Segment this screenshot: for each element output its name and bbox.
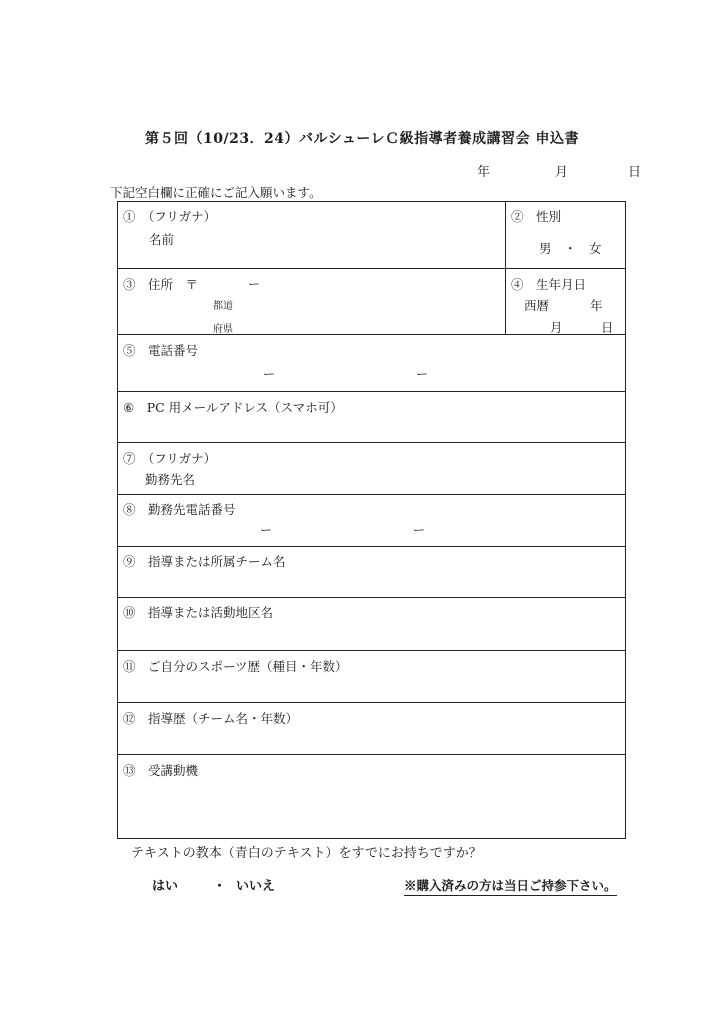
prefecture-todo: 都道 [213, 301, 233, 312]
email-label: ⑥ PC 用メールアドレス（スマホ可） [123, 400, 343, 415]
answer-no[interactable]: いいえ [236, 879, 276, 894]
area-label: ⑩ 指導または活動地区名 [123, 605, 274, 620]
workplace-furigana-label: ⑦ （フリガナ） [123, 451, 217, 466]
birthday-label: ④ 生年月日 [511, 277, 587, 292]
date-year-label: 年 [477, 165, 491, 180]
row-workplace-phone[interactable] [118, 495, 625, 547]
row-phone[interactable] [118, 335, 625, 392]
sports-history-label: ⑪ ご自分のスポーツ歴（種目・年数） [123, 659, 348, 674]
phone-dash-1: ー [263, 367, 276, 381]
column-divider [505, 202, 506, 269]
motivation-label: ⑬ 受講動機 [123, 763, 199, 778]
workplace-name-label: 勤務先名 [145, 472, 196, 487]
gender-options[interactable]: 男 ・ 女 [539, 241, 602, 256]
workplace-phone-label: ⑧ 勤務先電話番号 [123, 502, 236, 517]
column-divider [505, 269, 506, 335]
row-sports-history[interactable] [118, 651, 625, 703]
birthday-day-unit: 日 [601, 320, 614, 335]
phone-label: ⑤ 電話番号 [123, 343, 199, 358]
date-day-label: 日 [628, 165, 642, 180]
textbook-question: テキストの教本（青白のテキスト）をすでにお持ちですか？ [131, 846, 482, 861]
row-team[interactable] [118, 547, 625, 598]
address-label: ③ 住所 〒 [123, 277, 199, 292]
answer-yes[interactable]: はい [152, 879, 179, 894]
gender-label: ② 性別 [511, 209, 562, 224]
row-workplace[interactable] [118, 443, 625, 495]
birthday-year-unit: 年 [590, 298, 603, 313]
row-email[interactable] [118, 392, 625, 443]
instruction-text: 下記空白欄に正確にご記入願います。 [110, 185, 322, 200]
date-month-label: 月 [555, 165, 569, 180]
prefecture-fuken: 府県 [213, 324, 233, 335]
birthday-seireki: 西暦 [524, 298, 550, 313]
coaching-history-label: ⑫ 指導歴（チーム名・年数） [123, 711, 299, 726]
row-area[interactable] [118, 598, 625, 651]
phone-dash-2: ー [416, 367, 429, 381]
row-address [118, 269, 625, 335]
purchase-note: ※購入済みの方は当日ご持参下さい。 [404, 876, 617, 896]
row-coaching-history[interactable] [118, 703, 625, 755]
furigana-label: ① （フリガナ） [123, 209, 217, 224]
team-label: ⑨ 指導または所属チーム名 [123, 554, 286, 569]
workplace-phone-dash-1: ー [260, 523, 273, 537]
postal-code-dash: ー [248, 277, 261, 291]
birthday-month-unit: 月 [550, 320, 563, 335]
row-name [118, 202, 625, 269]
form-title: 第５回（10/23．24）バルシューレＣ級指導者養成講習会 申込書 [144, 131, 580, 147]
row-motivation[interactable] [118, 755, 625, 838]
application-form [117, 201, 626, 839]
name-field[interactable]: 名前 [149, 232, 175, 247]
answer-separator: ・ [213, 879, 227, 894]
workplace-phone-dash-2: ー [413, 523, 426, 537]
